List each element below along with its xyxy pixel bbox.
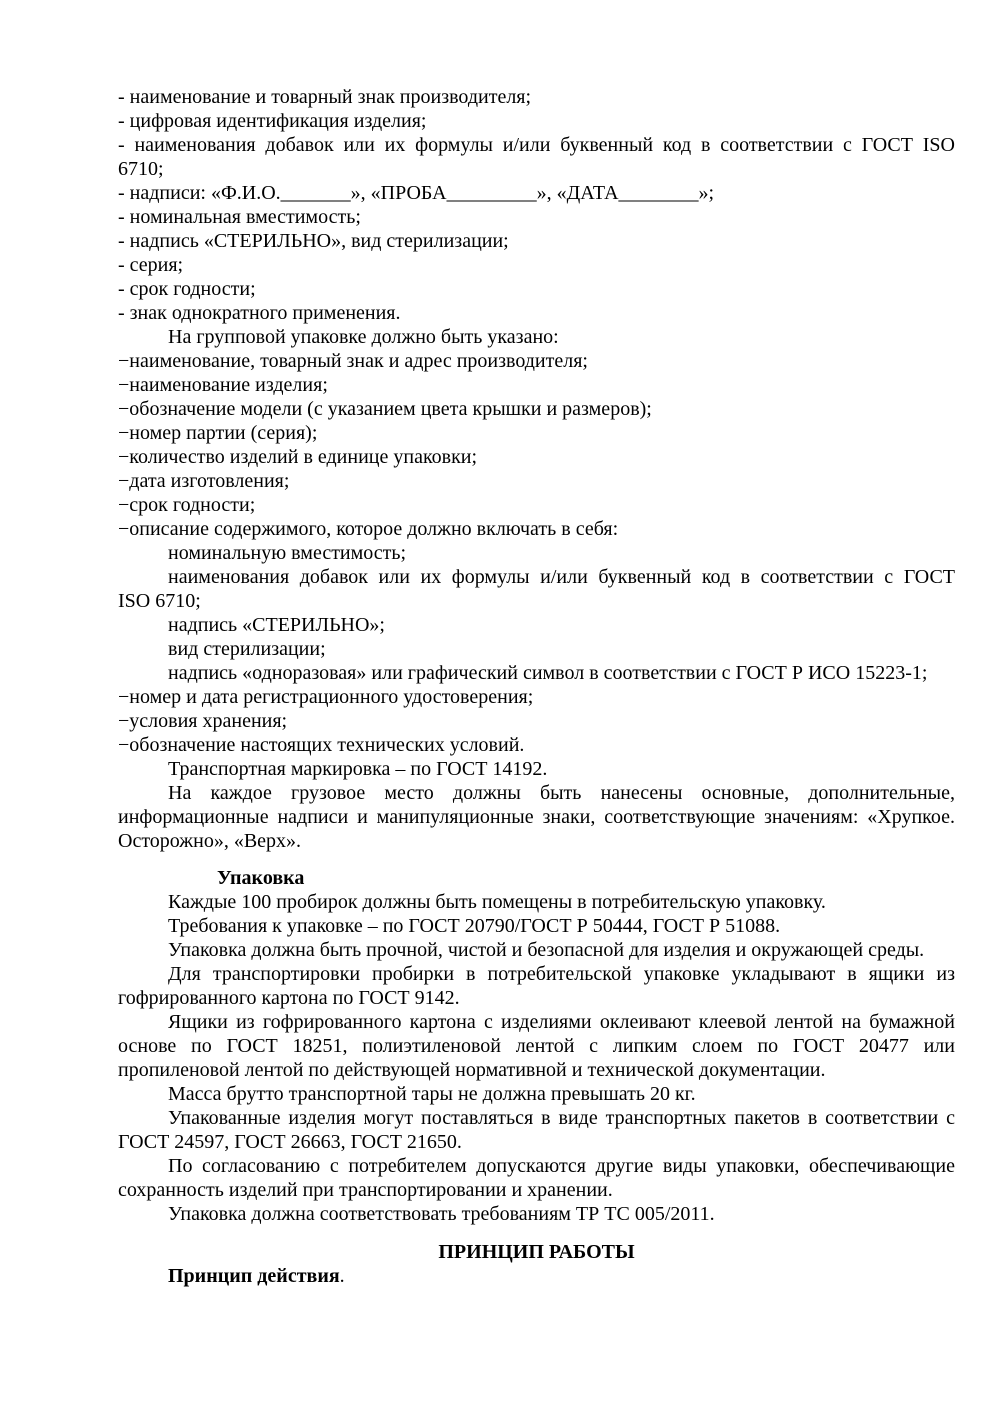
text-line: Упаковка должна быть прочной, чистой и безопасной для изделия и окружающей среды. xyxy=(168,939,925,961)
text-line: −срок годности; xyxy=(118,494,256,516)
bold-lead-text: Принцип действия xyxy=(168,1265,340,1287)
paragraph xyxy=(118,253,955,277)
paragraph xyxy=(118,565,955,613)
paragraph xyxy=(118,517,955,541)
text-line: −наименование, товарный знак и адрес производителя; xyxy=(118,350,588,372)
paragraph xyxy=(118,373,955,397)
text-line: −количество изделий в единице упаковки; xyxy=(118,446,478,468)
paragraph xyxy=(118,914,955,938)
text-line: Транспортная маркировка – по ГОСТ 14192. xyxy=(168,758,548,780)
text-line: - надписи: «Ф.И.О._______», «ПРОБА_________», «ДАТА________»; xyxy=(118,182,715,204)
section-heading xyxy=(118,1240,955,1264)
text-line: надпись «СТЕРИЛЬНО»; xyxy=(168,614,385,636)
paragraph xyxy=(118,181,955,205)
paragraph xyxy=(118,325,955,349)
text-line: - знак однократного применения. xyxy=(118,302,401,324)
text-line: −условия хранения; xyxy=(118,710,288,732)
paragraph xyxy=(118,397,955,421)
text-line: - цифровая идентификация изделия; xyxy=(118,110,427,132)
section-heading xyxy=(118,866,955,890)
paragraph xyxy=(118,493,955,517)
text-line: - номинальная вместимость; xyxy=(118,206,361,228)
text-line: −обозначение настоящих технических условий. xyxy=(118,734,525,756)
paragraph xyxy=(118,205,955,229)
text-line: пропиленовой лентой по действующей нормативной и технической документации. xyxy=(118,1059,826,1081)
paragraph xyxy=(118,685,955,709)
paragraph xyxy=(118,445,955,469)
text-line: гофрированного картона по ГОСТ 9142. xyxy=(118,987,460,1009)
paragraph xyxy=(118,781,955,853)
text-line: Для транспортировки пробирки в потребительской упаковке укладывают в ящики из xyxy=(168,963,955,985)
paragraph xyxy=(118,277,955,301)
paragraph xyxy=(118,613,955,637)
text-line: - надпись «СТЕРИЛЬНО», вид стерилизации; xyxy=(118,230,509,252)
text-line: Ящики из гофрированного картона с изделиями оклеивают клеевой лентой на бумажной xyxy=(168,1011,955,1033)
paragraph xyxy=(118,709,955,733)
paragraph xyxy=(118,938,955,962)
suffix-text: . xyxy=(339,1265,345,1287)
paragraph xyxy=(118,301,955,325)
text-line: ГОСТ 24597, ГОСТ 26663, ГОСТ 21650. xyxy=(118,1131,462,1153)
text-line: Требования к упаковке – по ГОСТ 20790/ГОСТ Р 50444, ГОСТ Р 51088. xyxy=(168,915,781,937)
paragraph xyxy=(118,133,955,181)
paragraph xyxy=(118,229,955,253)
text-line: Осторожно», «Верх». xyxy=(118,830,302,852)
text-line: −дата изготовления; xyxy=(118,470,290,492)
paragraph xyxy=(118,469,955,493)
paragraph xyxy=(118,661,955,685)
text-line: - наименование и товарный знак производителя; xyxy=(118,86,532,108)
subsection-heading xyxy=(118,1264,955,1288)
text-line: −обозначение модели (с указанием цвета крышки и размеров); xyxy=(118,398,652,420)
paragraph xyxy=(118,1010,955,1082)
text-line: −номер партии (серия); xyxy=(118,422,318,444)
paragraph xyxy=(118,349,955,373)
text-line: номинальную вместимость; xyxy=(168,542,407,564)
text-line: - срок годности; xyxy=(118,278,256,300)
paragraph xyxy=(118,1082,955,1106)
text-line: Упаковка xyxy=(217,867,305,889)
paragraph xyxy=(118,109,955,133)
text-line: основе по ГОСТ 18251, полиэтиленовой лентой с липким слоем по ГОСТ 20477 или xyxy=(118,1035,955,1057)
text-line: Упаковка должна соответствовать требованиям ТР ТС 005/2011. xyxy=(168,1203,715,1225)
paragraph xyxy=(118,1202,955,1226)
paragraph xyxy=(118,1154,955,1202)
text-line: На групповой упаковке должно быть указано: xyxy=(168,326,559,348)
text-line: сохранность изделий при транспортировании и хранении. xyxy=(118,1179,613,1201)
paragraph xyxy=(118,757,955,781)
text-line: 6710; xyxy=(118,158,164,180)
text-line: вид стерилизации; xyxy=(168,638,326,660)
paragraph xyxy=(118,85,955,109)
text-line: ISO 6710; xyxy=(118,590,201,612)
text-line: Масса брутто транспортной тары не должна превышать 20 кг. xyxy=(168,1083,696,1105)
text-line: Упакованные изделия могут поставляться в виде транспортных пакетов в соответствии с xyxy=(168,1107,955,1129)
paragraph xyxy=(118,1106,955,1154)
text-line xyxy=(118,1264,955,1288)
text-line: информационные надписи и манипуляционные знаки, соответствующие значениям: «Хрупкое. xyxy=(118,806,955,828)
text-line: наименования добавок или их формулы и/или буквенный код в соответствии с ГОСТ xyxy=(168,566,955,588)
paragraph xyxy=(118,421,955,445)
text-line: Каждые 100 пробирок должны быть помещены в потребительскую упаковку. xyxy=(168,891,826,913)
text-line: −номер и дата регистрационного удостоверения; xyxy=(118,686,534,708)
paragraph xyxy=(118,962,955,1010)
paragraph xyxy=(118,890,955,914)
text-line: - серия; xyxy=(118,254,184,276)
document-text-block xyxy=(118,85,955,1288)
text-line: - наименования добавок или их формулы и/или буквенный код в соответствии с ГОСТ ISO xyxy=(118,134,955,156)
paragraph xyxy=(118,541,955,565)
text-line: надпись «одноразовая» или графический символ в соответствии с ГОСТ Р ИСО 15223-1; xyxy=(168,662,928,684)
text-line: ПРИНЦИП РАБОТЫ xyxy=(438,1241,635,1263)
paragraph xyxy=(118,637,955,661)
text-line: −описание содержимого, которое должно включать в себя: xyxy=(118,518,619,540)
text-line: По согласованию с потребителем допускаются другие виды упаковки, обеспечивающие xyxy=(168,1155,955,1177)
paragraph xyxy=(118,733,955,757)
text-line: −наименование изделия; xyxy=(118,374,328,396)
text-line: На каждое грузовое место должны быть нанесены основные, дополнительные, xyxy=(168,782,955,804)
